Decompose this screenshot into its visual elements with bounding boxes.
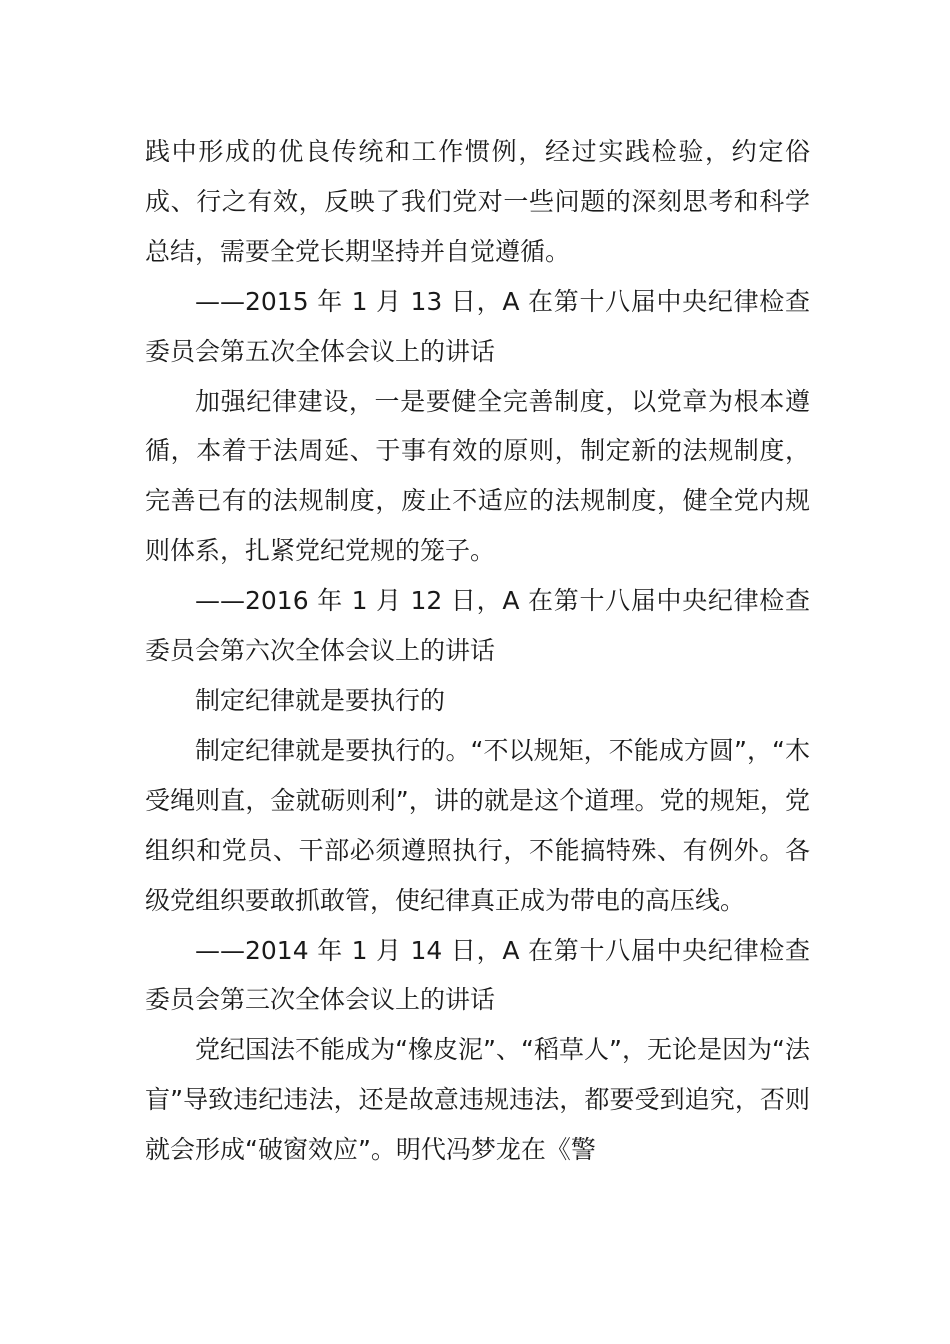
section-heading: 制定纪律就是要执行的 [195, 685, 446, 715]
citation-2015: ——2015 年 1 月 13 日，A 在第十八届中央纪律检查委员会第五次全体会议上的讲话 [145, 286, 810, 366]
citation-2016: ——2016 年 1 月 12 日，A 在第十八届中央纪律检查委员会第六次全体会议上的讲话 [145, 586, 810, 666]
paragraph-3: 制定纪律就是要执行的。“不以规矩，不能成方圆”，“木受绳则直，金就砺则利”，讲的就是这个道理。党的规矩，党组织和党员、干部必须遵照执行，不能搞特殊、有例外。各级党组织要敢抓敢管，使纪律真正成为带电的高压线。 [145, 735, 810, 915]
document-body [145, 127, 810, 1175]
paragraph-2: 加强纪律建设，一是要健全完善制度，以党章为根本遵循，本着于法周延、于事有效的原则，制定新的法规制度，完善已有的法规制度，废止不适应的法规制度，健全党内规则体系，扎紧党纪党规的笼子。 [145, 386, 810, 566]
citation-2014: ——2014 年 1 月 14 日，A 在第十八届中央纪律检查委员会第三次全体会议上的讲话 [145, 935, 810, 1015]
paragraph-4: 党纪国法不能成为“橡皮泥”、“稻草人”，无论是因为“法盲”导致违纪违法，还是故意违规违法，都要受到追究，否则就会形成“破窗效应”。明代冯梦龙在《警 [145, 1035, 810, 1165]
paragraph-1: 践中形成的优良传统和工作惯例，经过实践检验，约定俗成、行之有效，反映了我们党对一些问题的深刻思考和科学总结，需要全党长期坚持并自觉遵循。 [145, 137, 810, 266]
